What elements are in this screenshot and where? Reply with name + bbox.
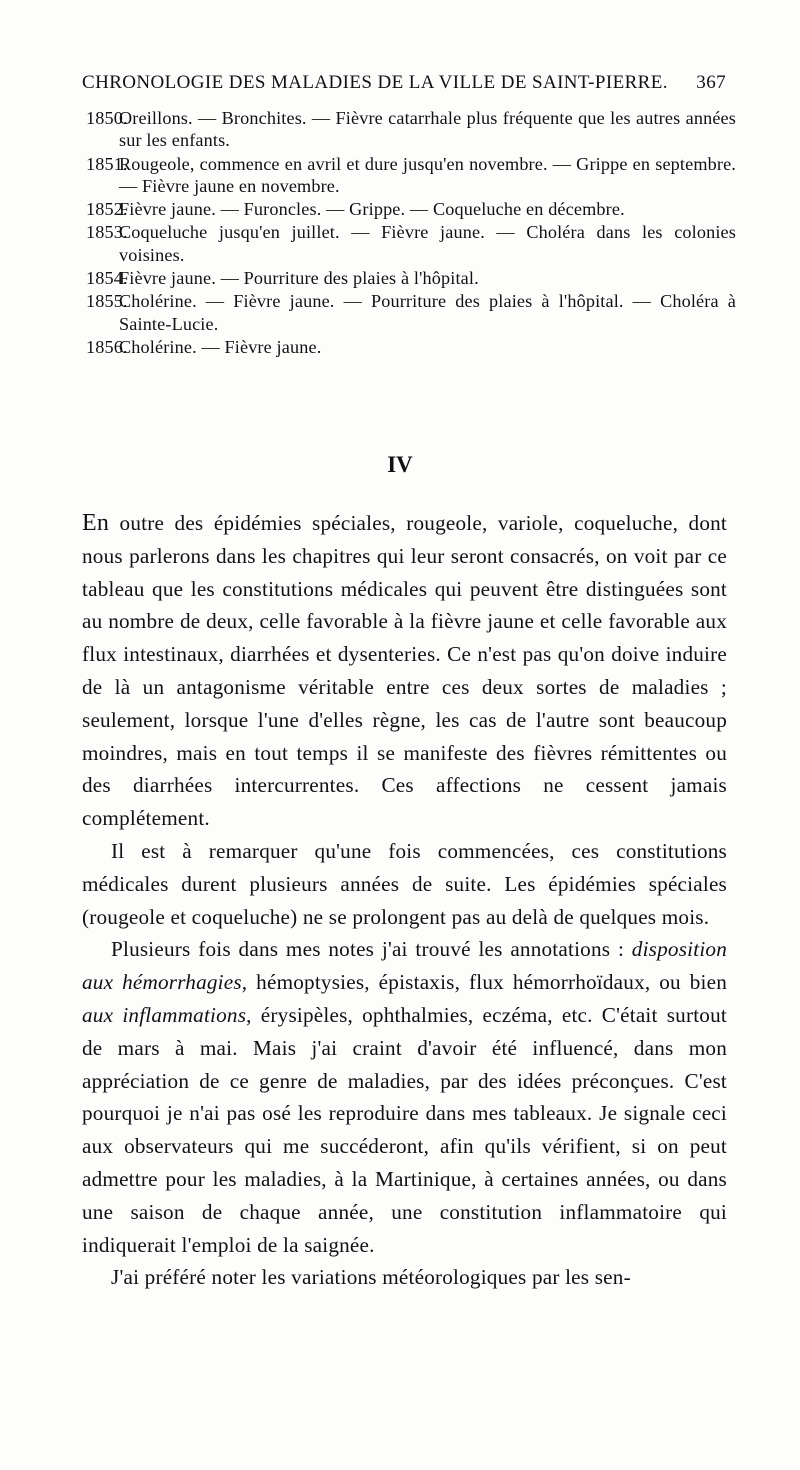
paragraph bbox=[82, 835, 727, 933]
chronology-text: Rougeole, commence en avril et dure jusqu'en novembre. — Grippe en septembre. — Fièvre jaune en novembre. bbox=[119, 153, 736, 196]
chronology-text: Fièvre jaune. — Furoncles. — Grippe. — Coqueluche en décembre. bbox=[119, 199, 625, 220]
chronology-year: 1850. bbox=[86, 108, 128, 128]
running-title: CHRONOLOGIE DES MALADIES DE LA VILLE DE SAINT-PIERRE. bbox=[82, 72, 668, 93]
section-heading: IV bbox=[387, 452, 413, 477]
chronology-entry bbox=[86, 153, 736, 198]
paragraph bbox=[82, 933, 727, 1261]
chronology-entry bbox=[86, 290, 736, 335]
chronology-list bbox=[86, 107, 736, 359]
chronology-entry bbox=[86, 107, 736, 152]
chronology-text: Oreillons. — Bronchites. — Fièvre catarrhale plus fréquente que les autres années sur les enfants. bbox=[119, 108, 736, 151]
chronology-text: Fièvre jaune. — Pourriture des plaies à l'hôpital. bbox=[119, 268, 479, 289]
chronology-year: 1853. bbox=[86, 222, 128, 243]
chronology-year: 1855. bbox=[86, 291, 128, 312]
italic-phrase: aux inflammations bbox=[82, 1002, 247, 1027]
chronology-year: 1854. bbox=[86, 268, 128, 289]
paragraph-text: outre des épidémies spéciales, rougeole, variole, coqueluche, dont nous parlerons dans les chapitres qui leur seront consacrés, on voit par ce tableau que les constitutions médicales qui peuvent être distinguées sont au nombre de deux, celle favorable à la fièvre jaune et celle favorable aux flux intestinaux, diarrhées et dysenteries. Ce n'est pas qu'on doive induire de là un antagonisme véritable entre ces deux sortes de maladies ; seulement, lorsque l'une d'elles règne, les cas de l'autre sont beaucoup moindres, mais en tout temps il se manifeste des fièvres rémittentes ou des diarrhées intercurrentes. Ces affections ne cessent jamais complétement. bbox=[82, 511, 727, 831]
body-text bbox=[82, 507, 727, 1294]
chronology-year: 1851. bbox=[86, 153, 128, 174]
chronology-year: 1856. bbox=[86, 336, 128, 357]
running-header bbox=[82, 72, 726, 94]
chronology-text: Cholérine. — Fièvre jaune. bbox=[119, 336, 322, 357]
page-number: 367 bbox=[696, 72, 726, 93]
chronology-entry bbox=[86, 221, 736, 266]
paragraph-text: J'ai préféré noter les variations météorologiques par les sen- bbox=[111, 1265, 631, 1290]
chronology-year: 1852. bbox=[86, 199, 128, 220]
paragraph-text: Plusieurs fois dans mes notes j'ai trouvé les annotations : bbox=[111, 937, 632, 962]
paragraph-text: , érysipèles, ophthalmies, eczéma, etc. C'était surtout de mars à mai. Mais j'ai craint d'avoir été influencé, dans mon appréciation de ce genre de maladies, par des idées préconçues. C'est pourquoi je n'ai pas osé les reproduire dans mes tableaux. Je signale ceci aux observateurs qui me succéderont, afin qu'ils vérifient, si on peut admettre pour les maladies, à la Martinique, à certaines années, ou dans une saison de chaque année, une constitution inflammatoire qui indiquerait l'emploi de la saignée. bbox=[82, 1002, 727, 1257]
chronology-text: Coqueluche jusqu'en juillet. — Fièvre jaune. — Choléra dans les colonies voisines. bbox=[119, 222, 736, 265]
italic-phrase: disposition aux hémorrhagies bbox=[82, 937, 727, 995]
paragraph bbox=[82, 507, 727, 835]
chronology-entry bbox=[86, 198, 736, 220]
chronology-entry bbox=[86, 267, 736, 289]
paragraph bbox=[82, 1261, 727, 1294]
paragraph-text: , hémoptysies, épistaxis, flux hémorrhoïdaux, ou bien bbox=[241, 970, 727, 995]
chronology-text: Cholérine. — Fièvre jaune. — Pourriture des plaies à l'hôpital. — Choléra à Sainte-Lucie. bbox=[119, 291, 736, 334]
chronology-entry bbox=[86, 336, 736, 358]
paragraph-first-word: En bbox=[82, 510, 110, 536]
paragraph-text: Il est à remarquer qu'une fois commencées, ces constitutions médicales durent plusieurs années de suite. Les épidémies spéciales (rougeole et coqueluche) ne se prolongent pas au delà de quelques mois. bbox=[82, 838, 727, 929]
